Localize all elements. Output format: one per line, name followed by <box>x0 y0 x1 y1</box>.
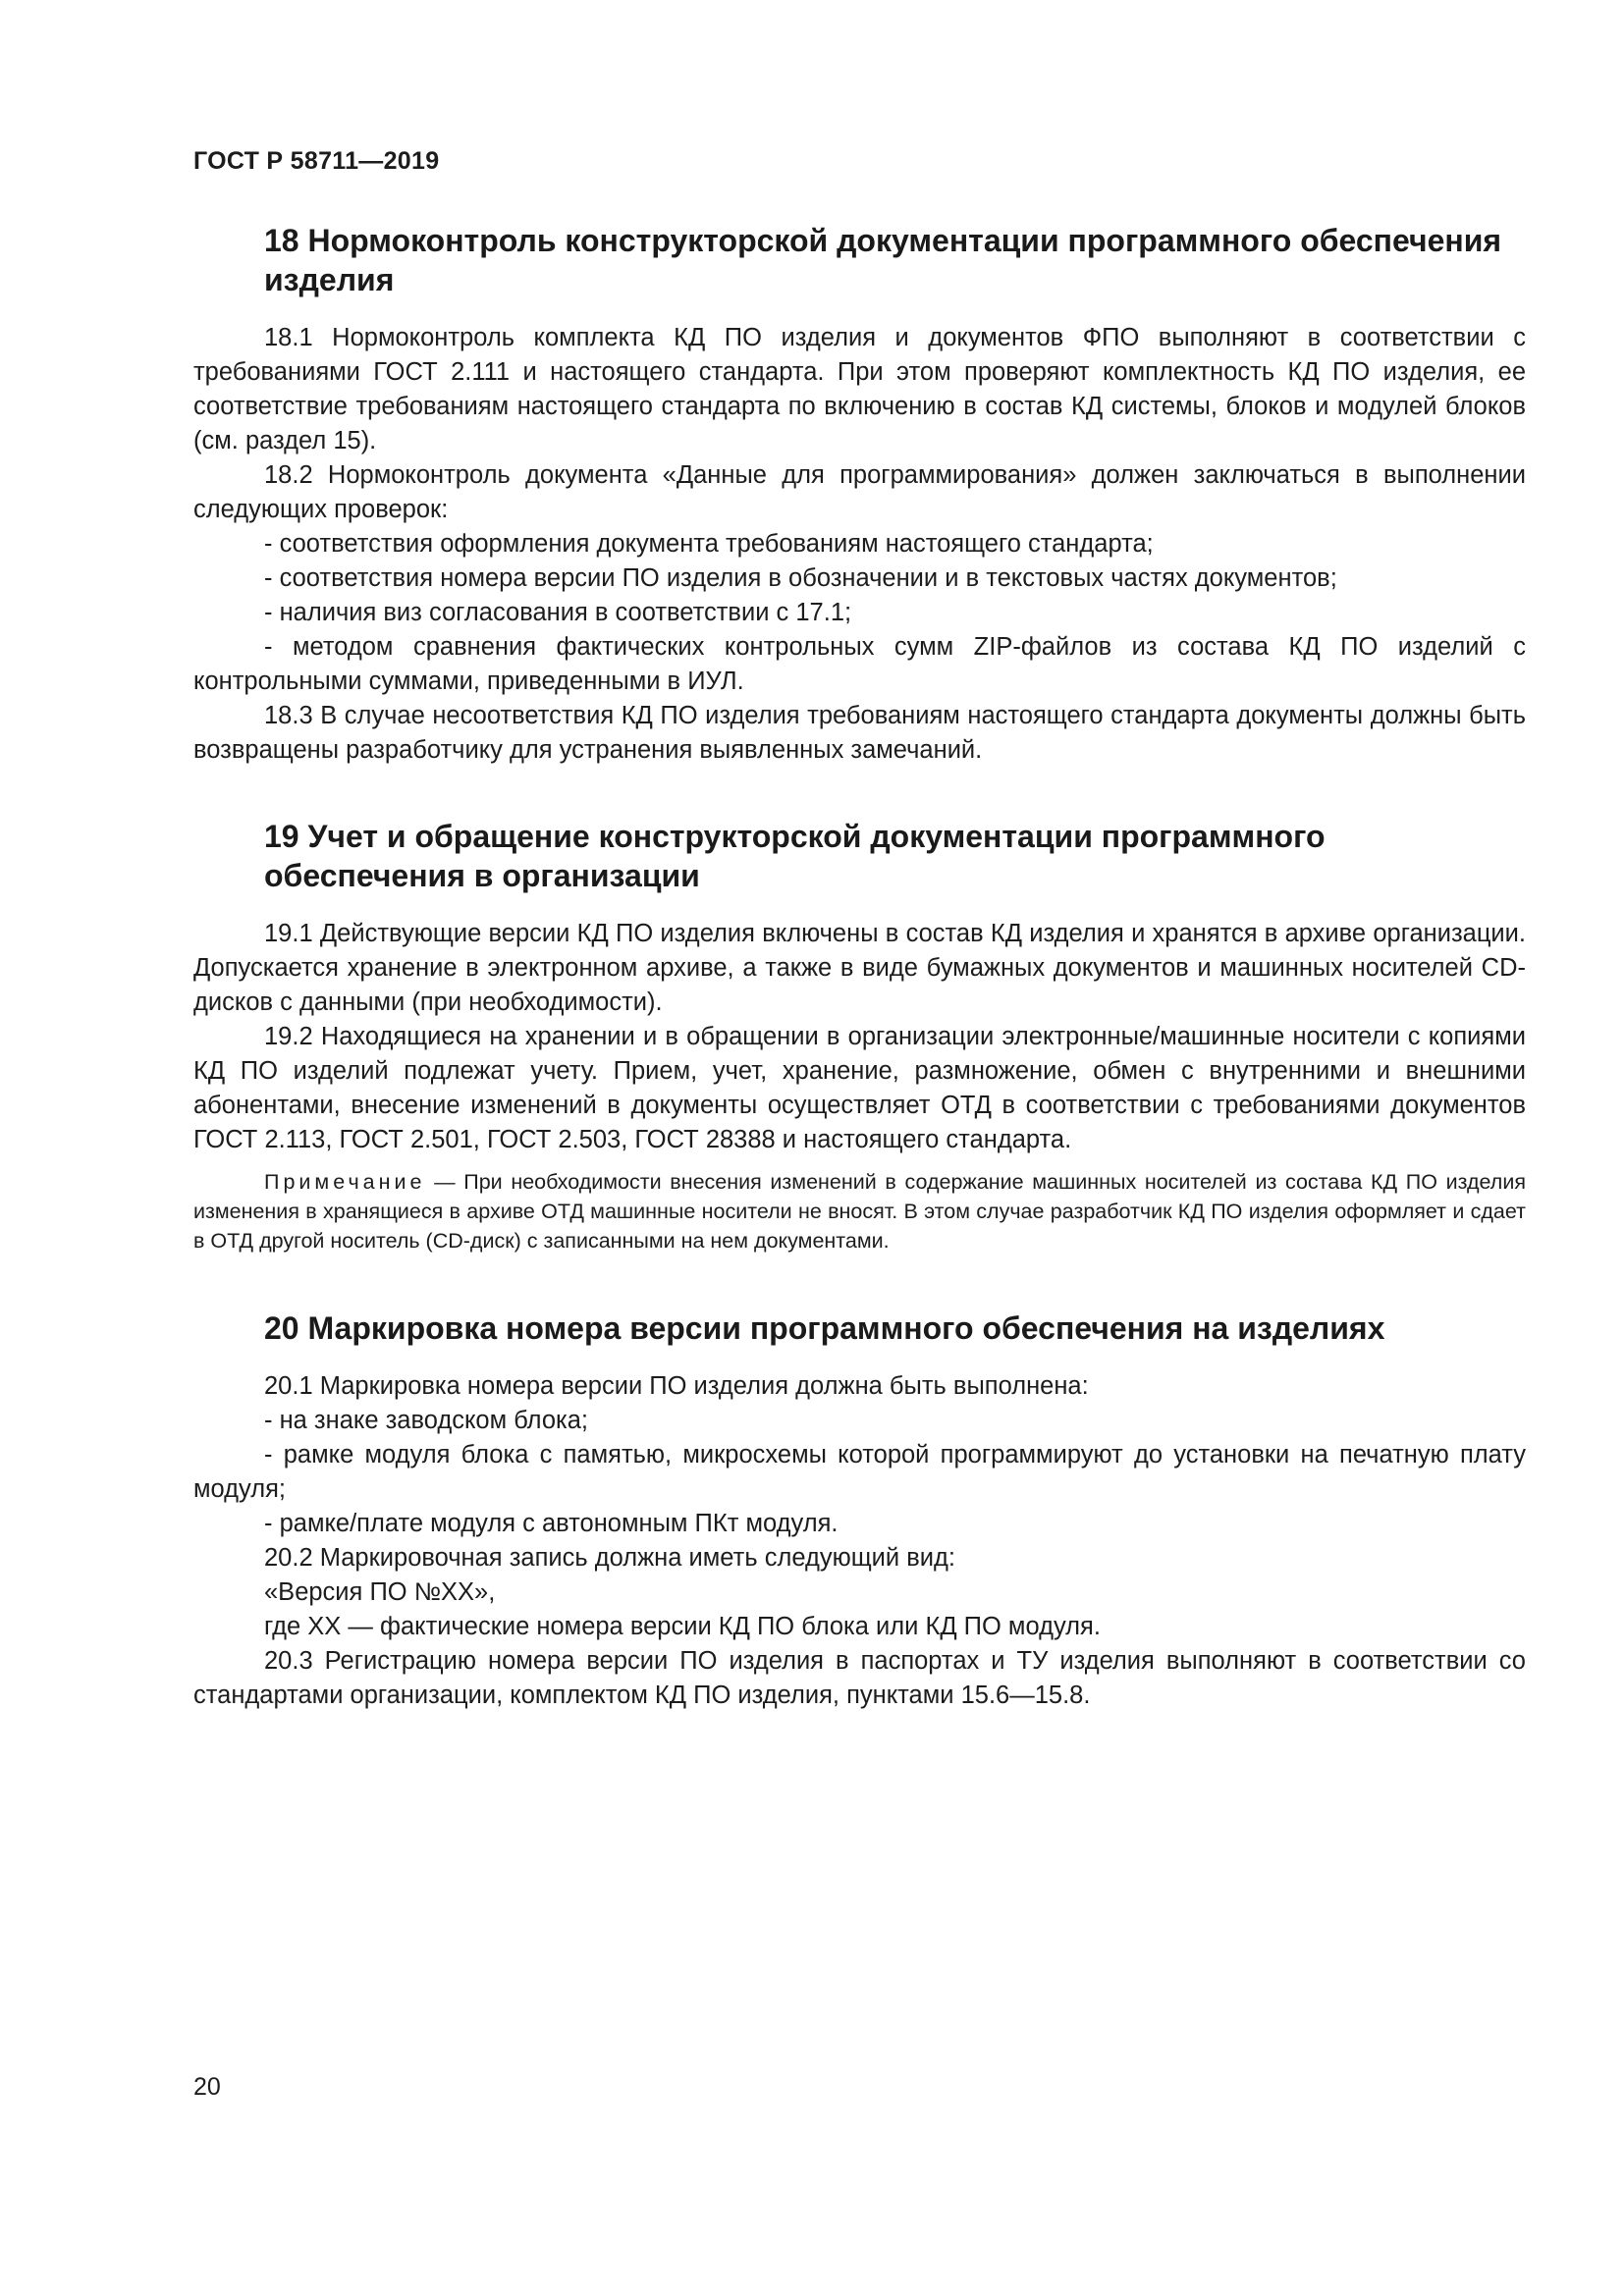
note-text: — При необходимости внесения изменений в содержание машинных носителей из состава КД ПО изделия изменения в хранящиеся в архиве ОТД машинные носители не вносят. В этом случае разработчик КД ПО изделия оформляет и сдает в ОТД другой носитель (CD-диск) с записанными на нем документами. <box>193 1170 1526 1253</box>
section-title: 18 Нормоконтроль конструкторской документации программного обеспечения изделия <box>264 223 1502 297</box>
paragraph-19-1: 19.1 Действующие версии КД ПО изделия включены в состав КД изделия и хранятся в архиве организации. Допускается хранение в электронном архиве, а также в виде бумажных документов и машинных носителей CD-дисков с данными (при необходимости). <box>193 920 1526 1016</box>
list-item: - рамке модуля блока с памятью, микросхемы которой программируют до установки на печатную плату модуля; <box>193 1441 1526 1503</box>
section-title: 19 Учет и обращение конструкторской документации программного обеспечения в организации <box>264 819 1326 893</box>
note-label: Примечание <box>264 1170 426 1194</box>
paragraph-18-3: 18.3 В случае несоответствия КД ПО изделия требованиям настоящего стандарта документы должны быть возвращены разработчику для устранения выявленных замечаний. <box>193 702 1526 764</box>
list-item: - рамке/плате модуля с автономным ПКт модуля. <box>264 1510 839 1537</box>
paragraph-19-2: 19.2 Находящиеся на хранении и в обращении в организации электронные/машинные носители с копиями КД ПО изделий подлежат учету. Прием, учет, хранение, размножение, обмен с внутренними и внешними абонентами, внесение изменений в документы осуществляет ОТД в соответствии с требованиями документов ГОСТ 2.113, ГОСТ 2.501, ГОСТ 2.503, ГОСТ 28388 и настоящего стандарта. <box>193 1023 1526 1153</box>
section-title: 20 Маркировка номера версии программного обеспечения на изделиях <box>264 1310 1385 1346</box>
paragraph-20-2: 20.2 Маркировочная запись должна иметь следующий вид: <box>264 1544 956 1572</box>
section-20 <box>193 1308 1526 1713</box>
document-body <box>193 221 1526 1713</box>
list-item: - соответствия номера версии ПО изделия в обозначении и в текстовых частях документов; <box>264 564 1337 592</box>
paragraph-20-3: 20.3 Регистрацию номера версии ПО изделия в паспортах и ТУ изделия выполняют в соответствии со стандартами организации, комплектом КД ПО изделия, пунктами 15.6—15.8. <box>193 1647 1526 1709</box>
section-19 <box>193 817 1526 1255</box>
marking-explanation: где XX — фактические номера версии КД ПО блока или КД ПО модуля. <box>264 1613 1101 1640</box>
list-item: - на знаке заводском блока; <box>264 1407 589 1434</box>
note <box>193 1167 1526 1255</box>
paragraph-20-1: 20.1 Маркировка номера версии ПО изделия должна быть выполнена: <box>264 1372 1089 1400</box>
paragraph-18-1: 18.1 Нормоконтроль комплекта КД ПО изделия и документов ФПО выполняют в соответствии с требованиями ГОСТ 2.111 и настоящего стандарта. При этом проверяют комплектность КД ПО изделия, ее соответствие требованиям настоящего стандарта по включению в состав КД системы, блоков и модулей блоков (см. раздел 15). <box>193 324 1526 454</box>
list-item: - методом сравнения фактических контрольных сумм ZIP-файлов из состава КД ПО изделий с контрольными суммами, приведенными в ИУЛ. <box>193 633 1526 695</box>
paragraph-18-2: 18.2 Нормоконтроль документа «Данные для программирования» должен заключаться в выполнении следующих проверок: <box>193 461 1526 523</box>
document-code-header: ГОСТ Р 58711—2019 <box>193 147 440 175</box>
list-item: - наличия виз согласования в соответствии с 17.1; <box>264 599 852 626</box>
page-number: 20 <box>193 2073 221 2101</box>
section-18 <box>193 221 1526 768</box>
marking-format: «Версия ПО №XX», <box>264 1578 496 1606</box>
list-item: - соответствия оформления документа требованиям настоящего стандарта; <box>264 530 1154 558</box>
